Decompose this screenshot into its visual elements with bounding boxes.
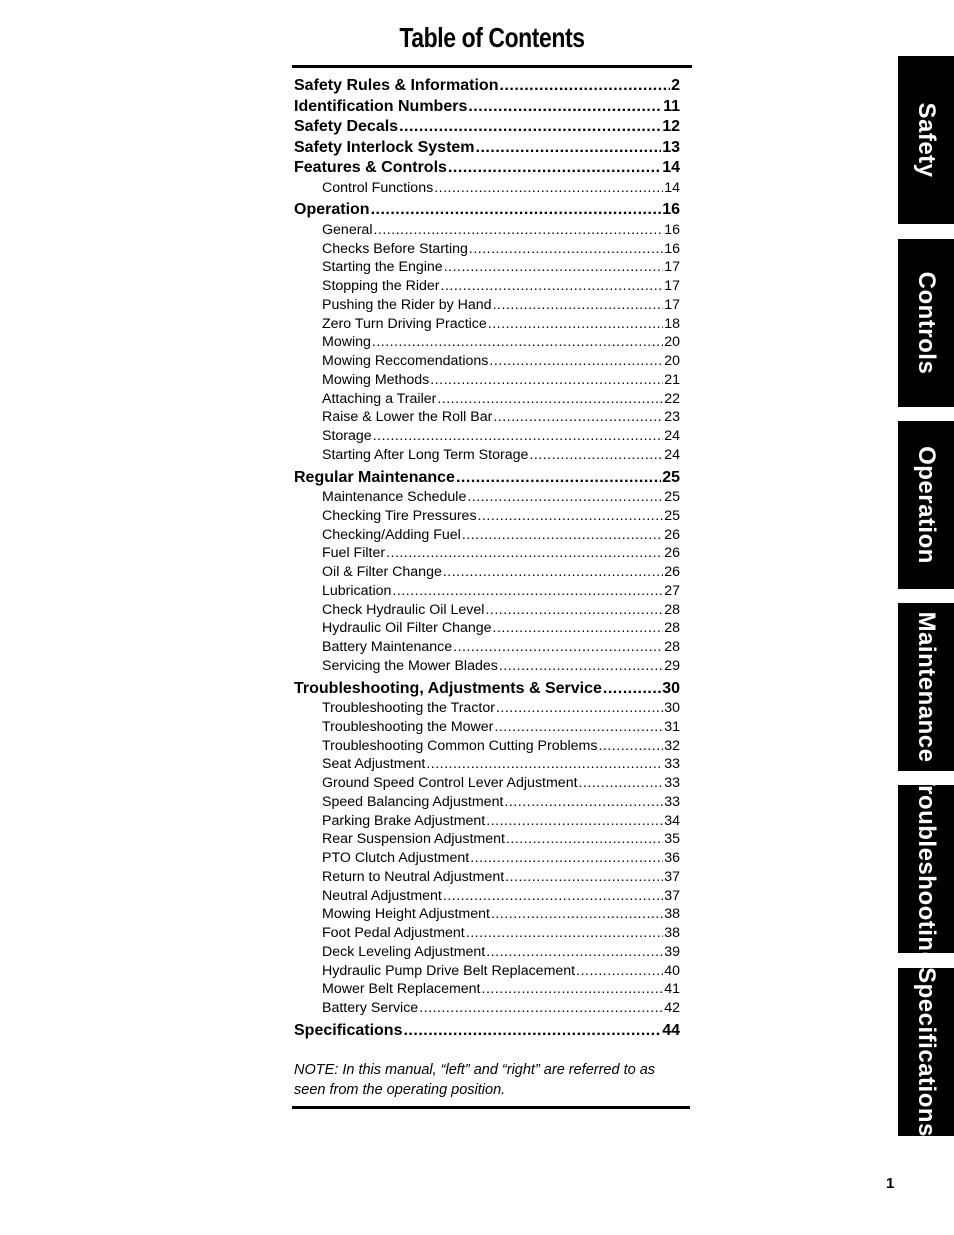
toc-subsection-entry[interactable] xyxy=(294,526,680,545)
toc-entry-title: Mower Belt Replacement xyxy=(322,981,481,998)
toc-entry-page: 17 xyxy=(664,259,680,276)
toc-entry-page: 34 xyxy=(664,812,680,829)
toc-subsection-entry[interactable] xyxy=(294,427,680,446)
tab-specifications[interactable] xyxy=(898,968,954,1136)
toc-subsection-entry[interactable] xyxy=(294,699,680,718)
toc-subsection-entry[interactable] xyxy=(294,582,680,601)
toc-entry-title: Battery Service xyxy=(322,1000,419,1016)
toc-entry-title: Specifications xyxy=(294,1021,403,1039)
dot-leader xyxy=(579,774,664,793)
toc-entry-title: General xyxy=(322,221,373,238)
dot-leader xyxy=(448,158,661,179)
tab-label: Troubleshooting xyxy=(913,771,940,967)
toc-subsection-entry[interactable] xyxy=(294,793,680,812)
toc-subsection-entry[interactable] xyxy=(294,488,680,507)
toc-entry-page: 30 xyxy=(664,700,680,716)
toc-entry-title: Safety Interlock System xyxy=(294,138,475,156)
dot-leader xyxy=(434,179,663,198)
tab-label: Operation xyxy=(913,446,940,564)
toc-entry-title: Fuel Filter xyxy=(322,545,386,562)
toc-subsection-entry[interactable] xyxy=(294,774,680,793)
toc-subsection-entry[interactable] xyxy=(294,408,680,427)
toc-entry-title: Mowing Height Adjustment xyxy=(322,906,490,923)
toc-entry-page: 24 xyxy=(664,446,680,463)
toc-entry-title: Speed Balancing Adjustment xyxy=(322,793,504,810)
toc-subsection-entry[interactable] xyxy=(294,333,680,352)
tab-maintenance[interactable] xyxy=(898,603,954,771)
toc-subsection-entry[interactable] xyxy=(294,563,680,582)
dot-leader xyxy=(494,718,663,737)
toc-entry-title: Raise & Lower the Roll Bar xyxy=(322,409,493,426)
dot-leader xyxy=(499,657,663,676)
toc-subsection-entry[interactable] xyxy=(294,718,680,737)
toc-entry-page: 31 xyxy=(664,718,680,735)
toc-entry-title: Servicing the Mower Blades xyxy=(322,657,498,674)
toc-entry-page: 27 xyxy=(664,582,680,599)
toc-subsection-entry[interactable] xyxy=(294,446,680,465)
toc-entry-title: Pushing the Rider by Hand xyxy=(322,296,492,313)
dot-leader xyxy=(486,812,663,831)
toc-subsection-entry[interactable] xyxy=(294,258,680,277)
dot-leader xyxy=(506,830,663,849)
toc-entry-page: 29 xyxy=(664,657,680,674)
toc-entry-title: Hydraulic Oil Filter Change xyxy=(322,620,492,637)
toc-entry-page: 16 xyxy=(664,221,680,238)
dot-leader xyxy=(466,924,663,943)
toc-entry-page: 28 xyxy=(664,620,680,637)
toc-entry-page: 37 xyxy=(664,868,680,885)
toc-entry-title: Check Hydraulic Oil Level xyxy=(322,601,485,618)
toc-entry-page: 26 xyxy=(664,526,680,543)
toc-subsection-entry[interactable] xyxy=(294,830,680,849)
toc-entry-title: Troubleshooting, Adjustments & Service xyxy=(294,679,602,697)
toc-entry-page: 33 xyxy=(664,793,680,810)
dot-leader xyxy=(470,849,663,868)
dot-leader xyxy=(467,488,663,507)
toc-subsection-entry[interactable] xyxy=(294,849,680,868)
toc-entry-title: Features & Controls xyxy=(294,159,447,176)
toc-entry-page: 16 xyxy=(664,240,680,257)
tab-troubleshooting[interactable] xyxy=(898,771,954,967)
top-rule xyxy=(292,65,692,68)
toc-entry-page: 25 xyxy=(662,468,680,486)
toc-entry-title: Troubleshooting Common Cutting Problems xyxy=(322,737,598,754)
toc-subsection-entry[interactable] xyxy=(294,638,680,657)
toc-entry-page: 14 xyxy=(664,179,680,196)
toc-subsection-entry[interactable] xyxy=(294,887,680,906)
toc-subsection-entry[interactable] xyxy=(294,240,680,259)
toc-entry-page: 14 xyxy=(662,159,680,176)
toc-entry-page: 38 xyxy=(664,925,680,941)
toc-section-entry[interactable] xyxy=(294,679,680,700)
toc-subsection-entry[interactable] xyxy=(294,737,680,756)
dot-leader xyxy=(485,601,663,620)
dot-leader xyxy=(372,333,663,352)
dot-leader xyxy=(443,887,663,906)
dot-leader xyxy=(392,582,663,601)
toc-entry-title: Zero Turn Driving Practice xyxy=(322,315,487,332)
toc-entry-title: Battery Maintenance xyxy=(322,639,453,655)
dot-leader xyxy=(419,999,663,1018)
dot-leader xyxy=(491,905,663,924)
toc-entry-title: Safety Decals xyxy=(294,118,399,135)
toc-entry-title: Mowing Methods xyxy=(322,371,430,388)
toc-entry-title: Checking/Adding Fuel xyxy=(322,526,461,543)
toc-entry-page: 12 xyxy=(662,118,680,135)
toc-entry-page: 32 xyxy=(664,737,680,754)
bottom-rule xyxy=(292,1106,690,1109)
toc-subsection-entry[interactable] xyxy=(294,980,680,999)
toc-entry-page: 2 xyxy=(671,77,680,94)
toc-subsection-entry[interactable] xyxy=(294,905,680,924)
toc-entry-page: 20 xyxy=(664,353,680,369)
toc-entry-page: 26 xyxy=(664,545,680,562)
toc-entry-page: 36 xyxy=(664,850,680,866)
toc-entry-page: 16 xyxy=(662,201,680,219)
toc-subsection-entry[interactable] xyxy=(294,999,680,1018)
dot-leader xyxy=(469,240,663,259)
dot-leader xyxy=(443,563,663,582)
toc-subsection-entry[interactable] xyxy=(294,868,680,887)
toc-entry-page: 20 xyxy=(664,334,680,351)
toc-entry-title: Troubleshooting the Tractor xyxy=(322,700,495,716)
toc-entry-title: Starting After Long Term Storage xyxy=(322,446,529,463)
toc-entry-title: Control Functions xyxy=(322,179,434,196)
toc-entry-page: 22 xyxy=(664,390,680,407)
toc-subsection-entry[interactable] xyxy=(294,507,680,526)
toc-section-entry[interactable] xyxy=(294,1021,680,1042)
toc-entry-title: Deck Leveling Adjustment xyxy=(322,943,486,960)
toc-entry-page: 42 xyxy=(664,1000,680,1016)
dot-leader xyxy=(373,427,664,446)
toc-subsection-entry[interactable] xyxy=(294,544,680,563)
toc-entry-page: 33 xyxy=(664,756,680,773)
toc-subsection-entry[interactable] xyxy=(294,221,680,240)
toc-subsection-entry[interactable] xyxy=(294,924,680,943)
dot-leader xyxy=(437,390,663,409)
tab-operation[interactable] xyxy=(898,421,954,589)
toc-entry-page: 17 xyxy=(664,296,680,313)
dot-leader xyxy=(496,699,663,718)
dot-leader xyxy=(603,679,661,700)
page-number: 1 xyxy=(886,1175,895,1192)
toc-entry-title: Mowing Reccomendations xyxy=(322,353,489,369)
toc-entry-title: Neutral Adjustment xyxy=(322,887,442,904)
toc-entry-page: 37 xyxy=(664,887,680,904)
toc-subsection-entry[interactable] xyxy=(294,812,680,831)
dot-leader xyxy=(576,962,663,981)
toc-entry-title: Safety Rules & Information xyxy=(294,77,499,94)
orientation-note: NOTE: In this manual, “left” and “right” are referred to as seen from the operating position. xyxy=(294,1062,656,1098)
toc-subsection-entry[interactable] xyxy=(294,962,680,981)
toc-entry-title: Operation xyxy=(294,201,370,219)
tab-safety[interactable] xyxy=(898,56,954,224)
toc-subsection-entry[interactable] xyxy=(294,943,680,962)
toc-entry-page: 21 xyxy=(664,371,680,388)
dot-leader xyxy=(453,638,663,657)
toc-entry-page: 13 xyxy=(662,138,680,156)
dot-leader xyxy=(493,408,663,427)
toc-entry-page: 38 xyxy=(664,906,680,923)
dot-leader xyxy=(499,76,670,97)
toc-subsection-entry[interactable] xyxy=(294,619,680,638)
toc-entry-page: 28 xyxy=(664,601,680,618)
toc-entry-title: Maintenance Schedule xyxy=(322,489,467,505)
section-tabs xyxy=(898,0,954,1235)
toc-entry-page: 11 xyxy=(663,97,680,115)
dot-leader xyxy=(505,868,663,887)
toc-entry-page: 25 xyxy=(664,489,680,505)
toc-section-entry[interactable] xyxy=(294,138,680,159)
toc-section-entry[interactable] xyxy=(294,117,680,138)
toc-subsection-entry[interactable] xyxy=(294,657,680,676)
toc-entry-page: 41 xyxy=(664,981,680,998)
dot-leader xyxy=(444,258,664,277)
toc-entry-page: 28 xyxy=(664,639,680,655)
toc-entry-page: 17 xyxy=(664,278,680,294)
tab-label: Maintenance xyxy=(913,611,940,763)
dot-leader xyxy=(482,980,664,999)
tab-label: Specifications xyxy=(913,967,940,1137)
toc-entry-page: 44 xyxy=(662,1021,680,1039)
toc-entry-title: Checking Tire Pressures xyxy=(322,507,477,524)
toc-entry-page: 25 xyxy=(664,507,680,524)
dot-leader xyxy=(493,619,664,638)
tab-controls[interactable] xyxy=(898,239,954,407)
dot-leader xyxy=(529,446,663,465)
toc-entry-page: 35 xyxy=(664,831,680,848)
toc-section-entry[interactable] xyxy=(294,200,680,221)
toc-entry-title: Lubrication xyxy=(322,582,392,599)
dot-leader xyxy=(426,755,663,774)
toc-subsection-entry[interactable] xyxy=(294,352,680,371)
toc-entry-title: Starting the Engine xyxy=(322,259,443,276)
toc-entry-page: 23 xyxy=(664,409,680,426)
toc-entry-page: 39 xyxy=(664,943,680,960)
toc-entry-title: Mowing xyxy=(322,334,371,351)
table-of-contents xyxy=(294,76,680,1041)
dot-leader xyxy=(486,943,663,962)
toc-entry-page: 26 xyxy=(664,564,680,580)
tab-label: Controls xyxy=(913,271,940,375)
toc-entry-title: Storage xyxy=(322,428,372,444)
dot-leader xyxy=(468,97,662,118)
toc-entry-title: Oil & Filter Change xyxy=(322,564,442,580)
toc-subsection-entry[interactable] xyxy=(294,601,680,620)
toc-entry-title: Parking Brake Adjustment xyxy=(322,812,486,829)
tab-label: Safety xyxy=(913,102,940,178)
toc-section-entry[interactable] xyxy=(294,97,680,118)
dot-leader xyxy=(504,793,663,812)
toc-entry-title: Troubleshooting the Mower xyxy=(322,718,494,735)
toc-entry-title: Rear Suspension Adjustment xyxy=(322,831,505,848)
toc-section-entry[interactable] xyxy=(294,158,680,179)
dot-leader xyxy=(373,221,663,240)
toc-entry-page: 33 xyxy=(664,775,680,791)
toc-entry-title: Attaching a Trailer xyxy=(322,390,437,407)
toc-entry-title: Checks Before Starting xyxy=(322,240,468,257)
toc-entry-title: PTO Clutch Adjustment xyxy=(322,850,470,866)
toc-entry-title: Foot Pedal Adjustment xyxy=(322,925,465,941)
toc-subsection-entry[interactable] xyxy=(294,755,680,774)
dot-leader xyxy=(598,737,663,756)
toc-subsection-entry[interactable] xyxy=(294,371,680,390)
dot-leader xyxy=(478,507,664,526)
toc-entry-title: Stopping the Rider xyxy=(322,278,440,294)
dot-leader xyxy=(462,526,663,545)
dot-leader xyxy=(488,315,663,334)
dot-leader xyxy=(399,117,661,138)
toc-entry-title: Ground Speed Control Lever Adjustment xyxy=(322,775,578,791)
toc-entry-page: 24 xyxy=(664,428,680,444)
dot-leader xyxy=(476,138,662,159)
toc-entry-title: Return to Neutral Adjustment xyxy=(322,868,505,885)
toc-entry-page: 30 xyxy=(662,679,680,697)
toc-entry-title: Regular Maintenance xyxy=(294,468,455,486)
toc-section-entry[interactable] xyxy=(294,468,680,489)
toc-entry-title: Hydraulic Pump Drive Belt Replacement xyxy=(322,962,576,979)
toc-subsection-entry[interactable] xyxy=(294,179,680,198)
toc-entry-title: Seat Adjustment xyxy=(322,756,426,773)
dot-leader xyxy=(493,296,664,315)
dot-leader xyxy=(441,277,664,296)
dot-leader xyxy=(403,1021,661,1042)
toc-section-entry[interactable] xyxy=(294,76,680,97)
toc-subsection-entry[interactable] xyxy=(294,296,680,315)
page-title: Table of Contents xyxy=(399,22,585,53)
dot-leader xyxy=(371,200,662,221)
toc-entry-page: 40 xyxy=(664,962,680,979)
toc-subsection-entry[interactable] xyxy=(294,315,680,334)
dot-leader xyxy=(386,544,663,563)
dot-leader xyxy=(430,371,663,390)
toc-subsection-entry[interactable] xyxy=(294,277,680,296)
toc-entry-page: 18 xyxy=(664,315,680,332)
toc-entry-title: Identification Numbers xyxy=(294,97,468,115)
dot-leader xyxy=(489,352,663,371)
dot-leader xyxy=(456,468,661,489)
toc-subsection-entry[interactable] xyxy=(294,390,680,409)
